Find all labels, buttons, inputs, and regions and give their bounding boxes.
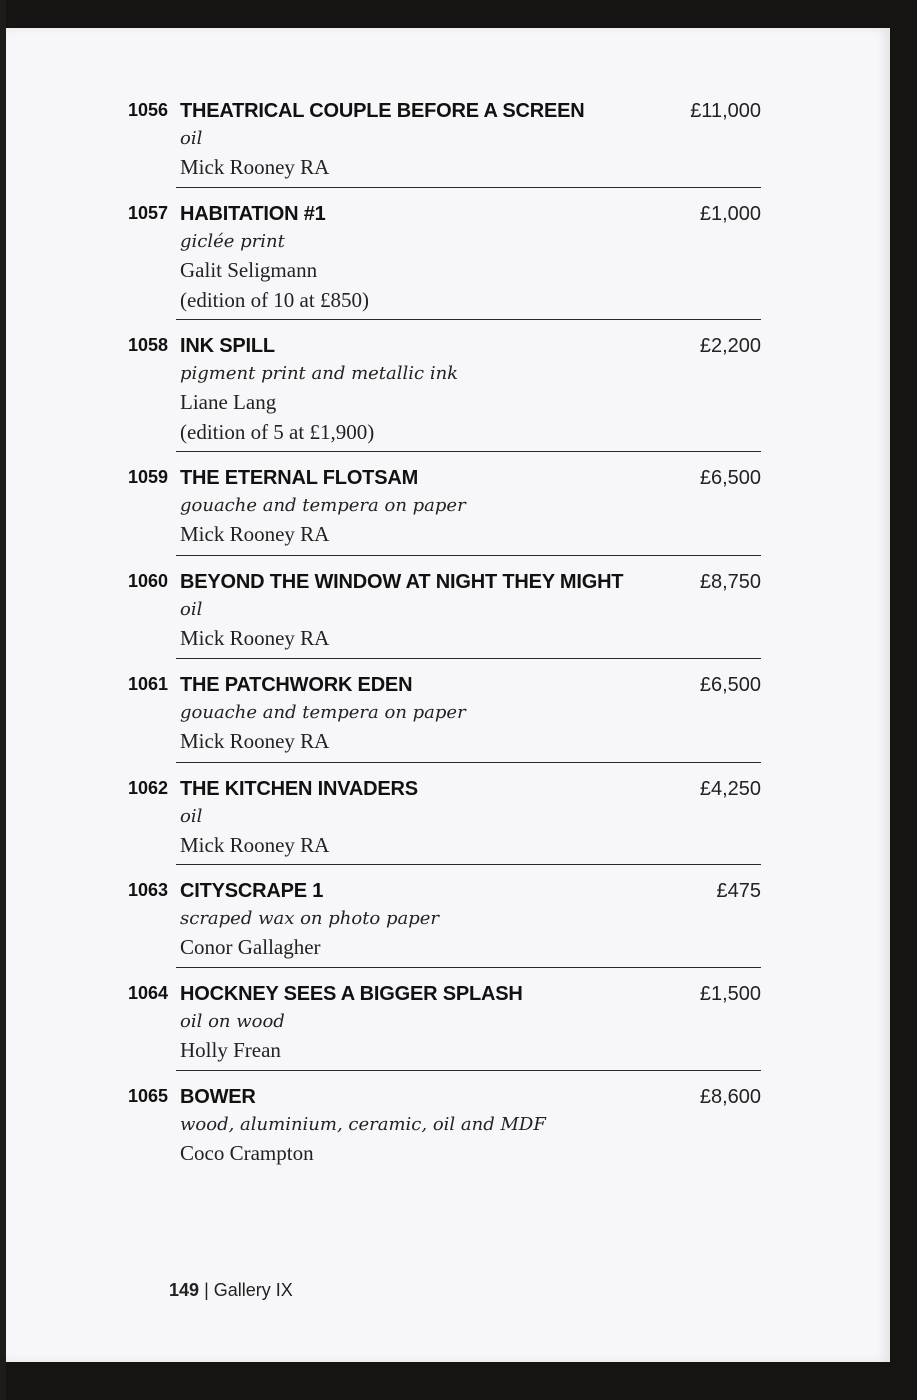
price: £6,500 (699, 674, 761, 696)
artist: Coco Crampton (180, 1141, 314, 1165)
artist: Holly Frean (180, 1038, 281, 1062)
divider (176, 555, 761, 556)
work-title: THE ETERNAL FLOTSAM (180, 467, 419, 489)
work-title: BOWER (180, 1086, 256, 1108)
price: £4,250 (699, 778, 761, 800)
price: £1,000 (699, 203, 761, 225)
divider (176, 864, 761, 865)
artist: Galit Seligmann (180, 258, 318, 282)
divider (176, 658, 761, 659)
medium: oil (180, 599, 203, 620)
work-title: THE PATCHWORK EDEN (180, 674, 413, 696)
edition-note: (edition of 10 at £850) (180, 288, 369, 312)
catalogue-page (6, 28, 890, 1362)
lot-number: 1057 (127, 203, 168, 223)
price: £6,500 (699, 467, 761, 489)
work-title: HABITATION #1 (180, 203, 326, 225)
lot-number: 1061 (127, 674, 168, 694)
price: £11,000 (690, 100, 761, 122)
medium: wood, aluminium, ceramic, oil and MDF (180, 1114, 546, 1135)
artist: Mick Rooney RA (180, 155, 330, 179)
lot-number: 1056 (127, 100, 168, 120)
artist: Conor Gallagher (180, 935, 321, 959)
lot-number: 1062 (127, 778, 168, 798)
lot-number: 1065 (127, 1086, 168, 1106)
divider (176, 451, 761, 452)
price: £1,500 (699, 983, 761, 1005)
medium: oil on wood (180, 1011, 285, 1032)
medium: giclée print (180, 231, 285, 252)
artist: Mick Rooney RA (180, 626, 330, 650)
medium: oil (180, 806, 203, 827)
work-title: INK SPILL (180, 335, 275, 357)
lot-number: 1060 (127, 571, 168, 591)
lot-number: 1063 (127, 880, 168, 900)
work-title: THEATRICAL COUPLE BEFORE A SCREEN (180, 100, 585, 122)
artist: Mick Rooney RA (180, 833, 330, 857)
divider (176, 967, 761, 968)
medium: gouache and tempera on paper (180, 495, 466, 516)
footer-separator: | (204, 1280, 214, 1300)
price: £8,750 (699, 571, 761, 593)
edition-note: (edition of 5 at £1,900) (180, 420, 375, 444)
artist: Mick Rooney RA (180, 729, 330, 753)
work-title: HOCKNEY SEES A BIGGER SPLASH (180, 983, 523, 1005)
work-title: CITYSCRAPE 1 (180, 880, 324, 902)
section-name: Gallery IX (213, 1280, 293, 1300)
medium: oil (180, 128, 203, 149)
lot-number: 1058 (127, 335, 168, 355)
price: £2,200 (699, 335, 761, 357)
medium: gouache and tempera on paper (180, 702, 466, 723)
page-number: 149 (169, 1280, 200, 1300)
divider (176, 187, 761, 188)
artist: Liane Lang (180, 390, 277, 414)
divider (176, 1070, 761, 1071)
medium: scraped wax on photo paper (180, 908, 440, 929)
divider (176, 319, 761, 320)
lot-number: 1059 (127, 467, 168, 487)
work-title: THE KITCHEN INVADERS (180, 778, 418, 800)
page-footer (169, 1280, 293, 1301)
work-title: BEYOND THE WINDOW AT NIGHT THEY MIGHT (180, 571, 624, 593)
divider (176, 762, 761, 763)
medium: pigment print and metallic ink (180, 363, 459, 384)
lot-number: 1064 (127, 983, 168, 1003)
price: £8,600 (699, 1086, 761, 1108)
price: £475 (716, 880, 761, 902)
artist: Mick Rooney RA (180, 522, 330, 546)
